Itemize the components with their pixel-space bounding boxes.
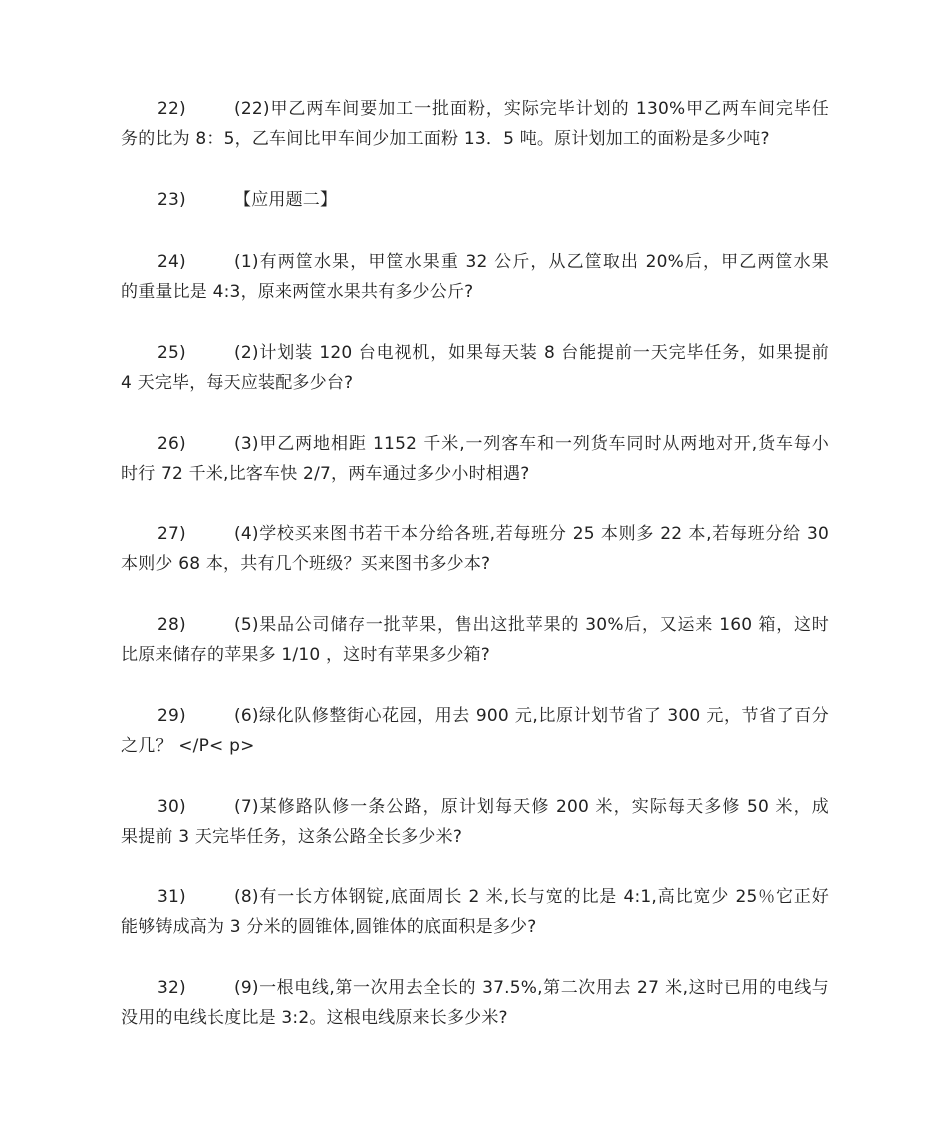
problem-text: (6)绿化队修整街心花园，用去 900 元,比原计划节省了 300 元，节省了百分 bbox=[234, 706, 829, 726]
problem-number: 30) bbox=[157, 797, 186, 817]
problem-text: (22)甲乙两车间要加工一批面粉，实际完毕计划的 130%甲乙两车间完毕任 bbox=[234, 99, 829, 119]
problem-24 bbox=[121, 247, 833, 307]
problem-line-1 bbox=[121, 338, 833, 368]
problem-31 bbox=[121, 882, 833, 942]
problem-text: (2)计划装 120 台电视机，如果每天装 8 台能提前一天完毕任务，如果提前 bbox=[234, 343, 829, 363]
problem-text: (9)一根电线,第一次用去全长的 37.5%,第二次用去 27 米,这时已用的电线与 bbox=[234, 978, 829, 998]
problem-number: 28) bbox=[157, 615, 186, 635]
problem-line-2: 比原来储存的苹果多 1/10 ，这时有苹果多少箱? bbox=[121, 645, 491, 665]
problem-number: 32) bbox=[157, 978, 186, 998]
problem-number: 25) bbox=[157, 343, 186, 363]
problem-line-1 bbox=[121, 610, 833, 640]
section-heading-23 bbox=[121, 185, 833, 215]
problem-line-1 bbox=[121, 94, 833, 124]
problem-text: (4)学校买来图书若干本分给各班,若每班分 25 本则多 22 本,若每班分给 30 bbox=[234, 524, 829, 544]
problem-28 bbox=[121, 610, 833, 670]
problem-line-2: 本则少 68 本，共有几个班级？买来图书多少本? bbox=[121, 554, 491, 574]
problem-number: 24) bbox=[157, 252, 186, 272]
problem-22 bbox=[121, 94, 833, 154]
problem-30 bbox=[121, 792, 833, 852]
problem-line-2: 4 天完毕，每天应装配多少台? bbox=[121, 373, 354, 393]
problem-text: (1)有两筐水果，甲筐水果重 32 公斤，从乙筐取出 20%后，甲乙两筐水果 bbox=[234, 252, 829, 272]
problem-text: (8)有一长方体钢锭,底面周长 2 米,长与宽的比是 4:1,高比宽少 25％它正好 bbox=[234, 887, 829, 907]
problem-line-2: 务的比为 8：5，乙车间比甲车间少加工面粉 13．5 吨。原计划加工的面粉是多少吨? bbox=[121, 129, 770, 149]
problem-line-1 bbox=[121, 973, 833, 1003]
problem-line-2: 时行 72 千米,比客车快 2/7，两车通过多少小时相遇? bbox=[121, 464, 530, 484]
problem-26 bbox=[121, 429, 833, 489]
problem-line-1 bbox=[121, 792, 833, 822]
problem-line-1 bbox=[121, 247, 833, 277]
problem-29 bbox=[121, 701, 833, 761]
section-heading: 【应用题二】 bbox=[234, 190, 338, 210]
problem-line-2: 的重量比是 4:3，原来两筐水果共有多少公斤? bbox=[121, 282, 474, 302]
problem-line-2: 果提前 3 天完毕任务，这条公路全长多少米? bbox=[121, 827, 463, 847]
problem-line-1 bbox=[121, 429, 833, 459]
problem-32 bbox=[121, 973, 833, 1033]
problem-number: 22) bbox=[157, 99, 186, 119]
problem-27 bbox=[121, 519, 833, 579]
problem-line-1 bbox=[121, 882, 833, 912]
problem-number: 31) bbox=[157, 887, 186, 907]
problem-text: (5)果品公司储存一批苹果，售出这批苹果的 30%后，又运来 160 箱，这时 bbox=[234, 615, 829, 635]
problem-line-2: 没用的电线长度比是 3:2。这根电线原来长多少米? bbox=[121, 1008, 508, 1028]
problem-number: 27) bbox=[157, 524, 186, 544]
problem-text: (7)某修路队修一条公路，原计划每天修 200 米，实际每天多修 50 米，成 bbox=[234, 797, 829, 817]
problem-line-2: 之几？ </P< p> bbox=[121, 736, 255, 756]
problem-number: 23) bbox=[157, 190, 186, 210]
problem-number: 26) bbox=[157, 434, 186, 454]
problem-line-1 bbox=[121, 185, 833, 215]
problem-25 bbox=[121, 338, 833, 398]
problem-line-2: 能够铸成高为 3 分米的圆锥体,圆锥体的底面积是多少? bbox=[121, 917, 537, 937]
problem-line-1 bbox=[121, 519, 833, 549]
problem-number: 29) bbox=[157, 706, 186, 726]
problem-text: (3)甲乙两地相距 1152 千米,一列客车和一列货车同时从两地对开,货车每小 bbox=[234, 434, 829, 454]
problem-line-1 bbox=[121, 701, 833, 731]
